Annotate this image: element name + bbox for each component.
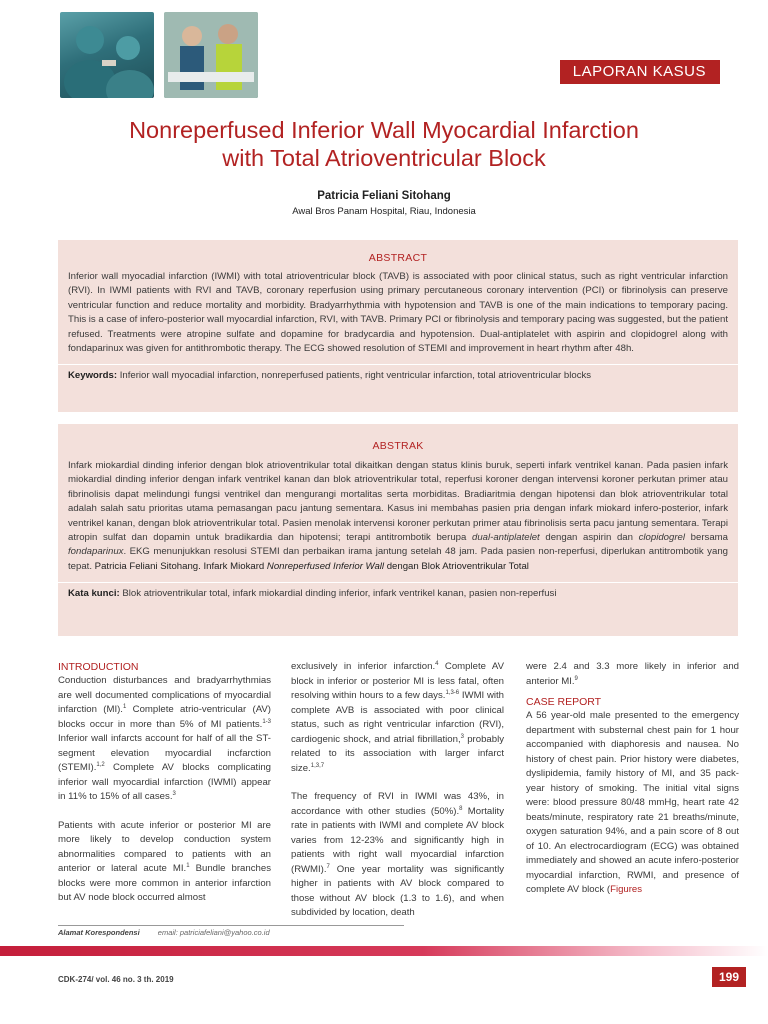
col2-paragraph-2: The frequency of RVI in IWMI was 43%, in accordance with other studies (50%).$^8$ Mortality rate in patients with IWMI and complete AV block varies from 12-23% and significantly high in patients with right wall myocardial infarction (RWMI).$^7$ One year mortality was significantly higher in patients with AV block compared to those without AV block (1.3 to 1.6), and when subdivided by location, death xyxy=(291,791,504,918)
figures-link[interactable]: Figures xyxy=(610,884,643,895)
abstract-box xyxy=(58,240,738,412)
kata-kunci-text: Blok atrioventrikular total, infark miokardial dinding inferior, infark ventrikel kanan, pasien non-reperfusi xyxy=(122,588,557,600)
abstract-heading: ABSTRACT xyxy=(368,252,428,264)
keywords-label: Keywords: xyxy=(68,370,118,382)
section-label: LAPORAN KASUS xyxy=(560,60,720,84)
correspondence-footnote xyxy=(58,928,270,937)
abstrak-box xyxy=(58,424,738,636)
abstract-keywords xyxy=(58,365,738,383)
col3-paragraph-1: were 2.4 and 3.3 more likely in inferior and anterior MI.$^9$ xyxy=(526,661,739,687)
keywords-text: Inferior wall myocadial infarction, nonreperfused patients, right ventricular infarction, total atrioventricular blocks xyxy=(119,370,592,382)
header-photo-surgery xyxy=(60,12,154,98)
author-affiliation: Awal Bros Panam Hospital, Riau, Indonesia xyxy=(292,206,476,217)
abstract-text: Inferior wall myocadial infarction (IWMI) with total atrioventricular block (TAVB) is associated with poor clinical status, such as right ventricular infarction (RVI). In IWMI patients with RVI and TAVB, coronary reperfusion using primary percutaneous coronary intervention (PCI) or fibrinolysis can preserve ventricular function and reduce mortality and morbidity. Bradyarrhythmia with hypotension and TAVB is one of the main indications to temporary pacing. This is a case of infero-posterior wall myocardial infarction, RVI, with TAVB. Primary PCI or fibrinolysis and temporary pacing was suggested, but the patient refused. Treatments were atropine sulfate and dopamine for bradycardia and hypotension. Dual-antiplatelet with aspirin and clopidogrel along with fondaparinux was given for antithrombotic therapy. The ECG showed resolution of STEMI and improvement in heart rhythm after 48h. xyxy=(68,271,728,355)
column-1 xyxy=(58,660,271,920)
footer-gradient-bar xyxy=(0,946,768,956)
column-3 xyxy=(526,660,739,912)
abstrak-heading: ABSTRAK xyxy=(372,440,424,452)
abstrak-text xyxy=(68,459,728,574)
abstrak-text-a: Infark miokardial dinding inferior dengan blok atrioventrikular total dikaitkan dengan status klinis buruk, seperti infark ventrikel kanan. Pada pasien infark miokardial dinding inferior dengan infark ventrikel kanan dan blok atrioventrikular total, reperfusi koroner dengan intervensi koroner perkutan primer atau fibrinolisis dapat melindungi fungsi ventrikel dan mengurangi mortalitas serta morbiditas. Bradiaritmia dengan hipotensi dan blok atrioventrikular total adalah salah satu prioritas utama pemasangan pacu jantung sementara. Kasus ini membahas pasien pria dengan infark miokard infero-posterior, infark ventrikel kanan, dengan blok atrioventrikular total. Pasien menolak intervensi koroner perkutan primer atau fibrinolisis serta pacu jantung sementara. Terapi atropin sulfat dan dopamin untuk bradikardia dan hipotensi; terapi antitrombotik berupa xyxy=(68,460,728,544)
intro-paragraph-2: Patients with acute inferior or posterior MI are more likely to develop conduction system abnormalities compared to patients with an anterior or lateral acute MI.$^1$ Bundle branches blocks were more common in anterior infarction but AV node block occurred almost xyxy=(58,819,271,903)
abstrak-italic-3: fondaparinux xyxy=(68,546,124,558)
journal-citation: CDK-274/ vol. 46 no. 3 th. 2019 xyxy=(58,975,174,984)
title-line-2: with Total Atrioventricular Block xyxy=(222,145,546,171)
case-report-heading: CASE REPORT xyxy=(526,696,602,708)
abstrak-text-b: dengan aspirin dan xyxy=(539,532,639,544)
citation-a: Patricia Feliani Sitohang. Infark Miokard xyxy=(94,560,267,572)
abstrak-italic-2: clopidogrel xyxy=(638,532,686,544)
abstrak-italic-1: dual-antiplatelet xyxy=(471,532,540,544)
col2-paragraph-1: exclusively in inferior infarction.$^4$ Complete AV block in inferior or posterior MI is less fatal, often resolving within hours to a few days.$^{1,3-6}$ IWMI with complete AVB is associated with poor clinical status, such as right ventricular infarction (RVI), cardiogenic shock, and atrial fibrillation,$^3$ probably related to its association with larger infarct size.$^{1,3,7}$ xyxy=(291,660,504,774)
abstrak-text-d: . EKG menunjukkan resolusi STEMI dan perbaikan irama jantung setelah 48 jam. Pada pasien non-reperfusi, diperlukan antitrombotik yang tepat. xyxy=(68,546,728,572)
case-report-paragraph: A 56 year-old male presented to the emergency department with substernal chest pain for 1 hour accompanied with diaphoresis and nausea. No history of chest pain. Prior history were diabetes, dyslipidemia, family history of MI, and 35 pack-year history of smoking. The initial vital signs were: blood pressure 80/48 mmHg, heart rate 42 beats/minute, respiratory rate 21 breaths/minute, oxygen saturation 94%, and a pain score of 8 out of 10. An electrocardiogram (ECG) was obtained immediately and showed an acute infero-posterior myocardial infarction, RWMI, and presence of complete AV block (Figures xyxy=(526,710,739,895)
author-name: Patricia Feliani Sitohang xyxy=(317,190,451,202)
column-2 xyxy=(291,660,504,935)
kata-kunci-label: Kata kunci: xyxy=(68,588,120,600)
abstrak-citation xyxy=(95,561,529,572)
article-title xyxy=(40,116,728,172)
correspondence-email[interactable]: email: patriciafeliani@yahoo.co.id xyxy=(157,928,270,937)
header-photo-paramedics xyxy=(164,12,258,98)
page-number: 199 xyxy=(712,967,746,987)
correspondence-label: Alamat Korespondensi xyxy=(58,928,140,937)
abstrak-text-c: bersama xyxy=(685,532,728,544)
abstrak-keywords xyxy=(58,583,738,601)
citation-italic: Nonreperfused Inferior Wall xyxy=(266,560,385,572)
citation-b: dengan Blok Atrioventrikular Total xyxy=(384,560,529,572)
title-line-1: Nonreperfused Inferior Wall Myocardial Infarction xyxy=(129,117,639,143)
footnote-divider xyxy=(58,925,404,926)
introduction-heading: INTRODUCTION xyxy=(58,661,139,673)
intro-paragraph-1: Conduction disturbances and bradyarrhythmias are well documented complications of myocardial infarction (MI).$^1$ Complete atrio-ventricular (AV) blocks occur in more than 5% of MI patients.$^{1-3}$ Inferior wall infarcts account for half of all the ST-segment elevation myocardial incfarction (STEMI).$^{1,2}$ Complete AV blocks complicating inferior wall myocardial infarction (IWMI) appear in 11% to 15% of all cases.$^3$ xyxy=(58,675,271,802)
